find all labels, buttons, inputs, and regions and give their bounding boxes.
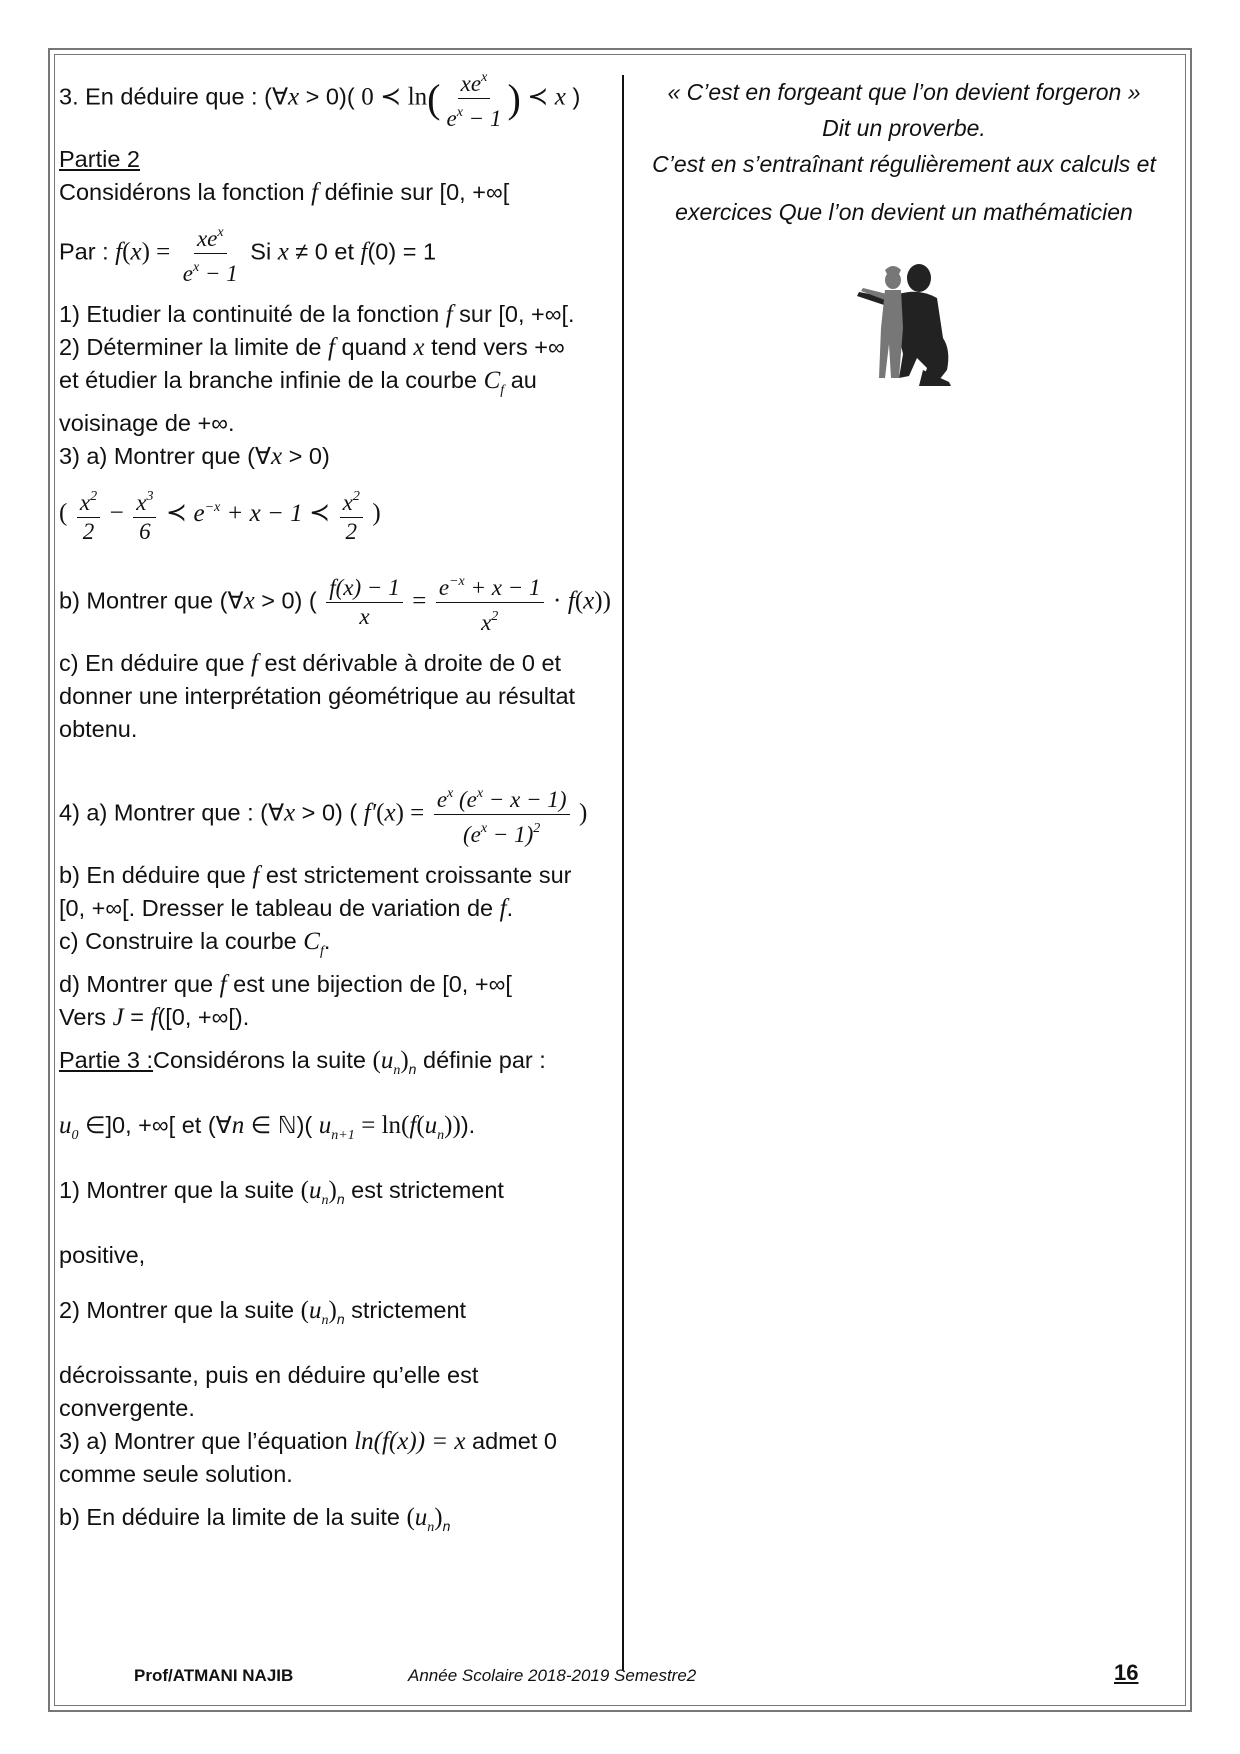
partie-3-question-2-line2: décroissante, puis en déduire qu’elle est (59, 1362, 479, 1388)
sequence-recurrence: $u_0$ ∈]0, +∞[ et (∀n ∈ ℕ)( $u_{n+1} = \ln(f(u_n))$). (59, 1112, 476, 1143)
question-3-deduce: 3. En déduire que : (∀x > 0)( 0 ≺ ln( $\frac{xe^x}{e^x - 1}$ ) ≺ x ) (59, 64, 619, 133)
column-divider (622, 75, 624, 1670)
partie-3-question-3b: b) En déduire la limite de la suite $(u_n)_n$ (59, 1504, 451, 1535)
question-2-limit: 2) Déterminer la limite de f quand x tend vers +∞ (59, 334, 565, 361)
partie-3-question-2: 2) Montrer que la suite $(u_n)_n$ strictement (59, 1297, 467, 1328)
question-4b-line1: b) En déduire que f est strictement croissante sur (59, 862, 572, 889)
partie-3-question-3a: 3) a) Montrer que l’équation ln(f(x)) = x admet 0 (59, 1428, 557, 1455)
partie-3-title: Partie 3 : (59, 1047, 154, 1073)
question-3c-line2: donner une interprétation géométrique au résultat (59, 683, 576, 709)
question-3b: b) Montrer que (∀x > 0) ( $\frac{f(x) - 1}{x}$ = $\frac{e^{-x} + x - 1}{x^2}$ · f(x)) (59, 568, 619, 637)
partie-2-definition: Considérons la fonction f définie sur [0, +∞[ (59, 179, 510, 206)
quote-line-3: C’est en s’entraînant régulièrement aux calculs et (652, 151, 1156, 177)
question-4a: 4) a) Montrer que : (∀x > 0) ( f′(x) = $\frac{e^x (e^x - x - 1)}{(e^x - 1)^2}$ ) (59, 780, 619, 849)
question-3c-line1: c) En déduire que f est dérivable à droite de 0 et (59, 650, 562, 677)
question-2-branch: et étudier la branche infinie de la courbe $C_f$ au (59, 367, 537, 398)
teacher-child-silhouette-icon (839, 258, 969, 388)
quote-line-2: Dit un proverbe. (822, 115, 986, 141)
question-4b-line2: [0, +∞[. Dresser le tableau de variation de f. (59, 895, 514, 922)
partie-3-question-1-tail: positive, (59, 1242, 146, 1268)
question-4c: c) Construire la courbe $C_f$. (59, 928, 331, 959)
exercise-column (59, 60, 619, 1544)
partie-3-definition: Partie 3 :Considérons la suite $(u_n)_n$ définie par : (59, 1047, 546, 1078)
page-number: 16 (1114, 1660, 1139, 1685)
question-1-continuity: 1) Etudier la continuité de la fonction f sur [0, +∞[. (59, 301, 575, 328)
partie-2-title: Partie 2 (59, 146, 140, 172)
question-4d-line1: d) Montrer que f est une bijection de [0, +∞[ (59, 971, 512, 998)
footer-school-year: Année Scolaire 2018-2019 Semestre2 (408, 1666, 697, 1685)
footer-author: Prof/ATMANI NAJIB (134, 1666, 294, 1685)
function-definition: Par : f(x) = $\frac{xe^x}{e^x - 1}$ Si x ≠ 0 et f(0) = 1 (59, 219, 619, 288)
quote-line-4: exercices Que l’on devient un mathématicien (675, 199, 1133, 225)
question-3c-line3: obtenu. (59, 716, 138, 742)
partie-3-question-2-line3: convergente. (59, 1395, 195, 1421)
quote-line-1: « C’est en forgeant que l’on devient forgeron » (667, 79, 1141, 105)
partie-3-question-1: 1) Montrer que la suite $(u_n)_n$ est strictement (59, 1177, 504, 1208)
question-3a-intro: 3) a) Montrer que (∀x > 0) (59, 443, 330, 470)
partie-3-question-3a-line2: comme seule solution. (59, 1461, 293, 1487)
question-4d-line2: Vers J = f([0, +∞[). (59, 1004, 250, 1031)
question-3a-inequality: ( $\frac{x^2}{2}$ − $\frac{x^3}{6}$ ≺ $e^{-x} + x - 1$ ≺ $\frac{x^2}{2}$ ) (59, 483, 619, 546)
quote-column (628, 74, 1180, 388)
question-2-neighborhood: voisinage de +∞. (59, 410, 235, 436)
